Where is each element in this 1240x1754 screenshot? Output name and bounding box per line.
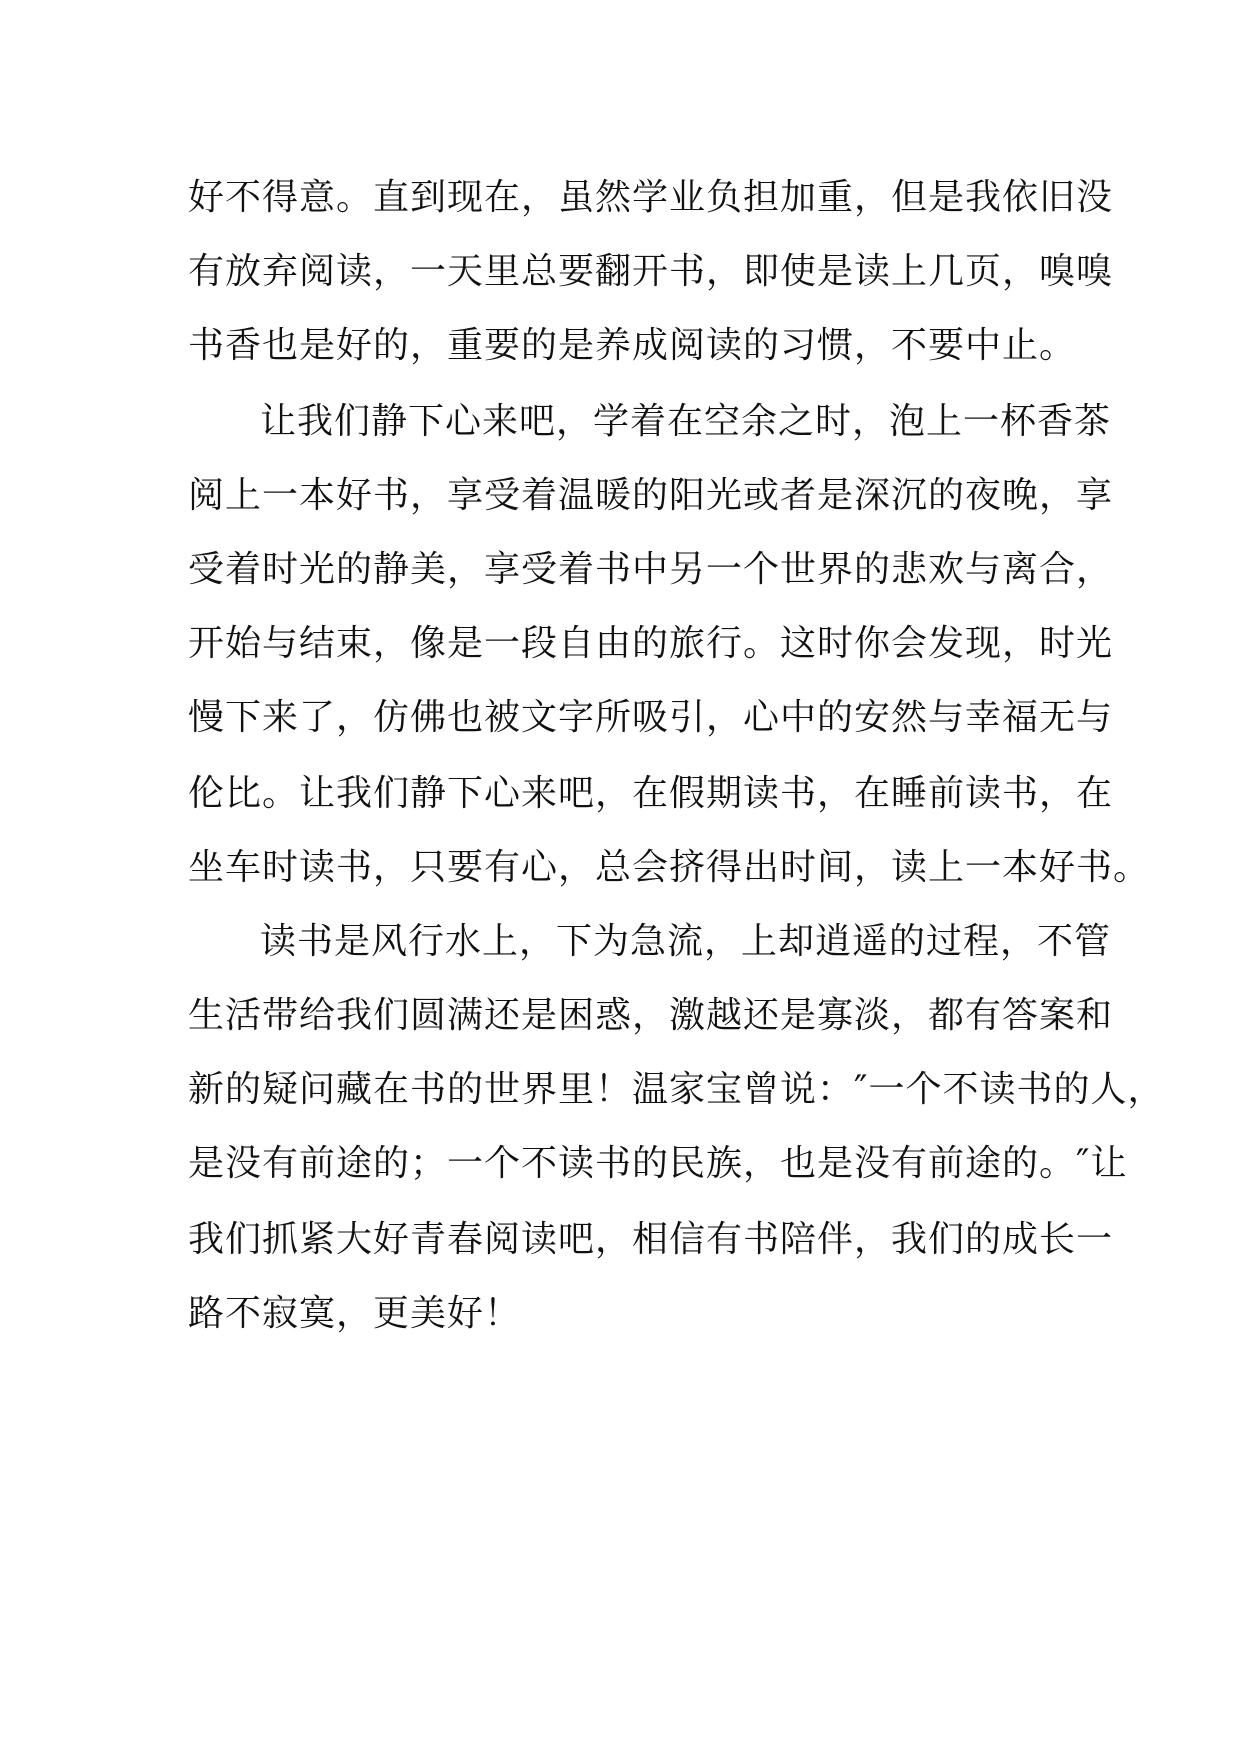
text-line-7: 开始与结束，像是一段自由的旅行。这时你会发现，时光 <box>188 623 1114 664</box>
text-line-8: 慢下来了，仿佛也被文字所吸引，心中的安然与幸福无与 <box>188 697 1114 738</box>
paragraph-start-line: 让我们静下心来吧，学着在空余之时，泡上一杯香茶 <box>260 401 1112 442</box>
text-line-15: 我们抓紧大好青春阅读吧，相信有书陪伴，我们的成长一 <box>188 1219 1114 1260</box>
text-line-13: 新的疑问藏在书的世界里！温家宝曾说：″一个不读书的人， <box>188 1069 1165 1110</box>
text-line-1: 好不得意。直到现在，虽然学业负担加重，但是我依旧没 <box>188 177 1114 218</box>
text-line-14: 是没有前途的；一个不读书的民族，也是没有前途的。″让 <box>188 1143 1128 1184</box>
text-line-10: 坐车时读书，只要有心，总会挤得出时间，读上一本好书。 <box>188 847 1151 888</box>
text-line-3: 书香也是好的，重要的是养成阅读的习惯，不要中止。 <box>188 325 1077 366</box>
text-line-9: 伦比。让我们静下心来吧，在假期读书，在睡前读书，在 <box>188 773 1114 814</box>
paragraph-start-line: 读书是风行水上，下为急流，上却逍遥的过程，不管 <box>260 921 1112 962</box>
text-line-6: 受着时光的静美，享受着书中另一个世界的悲欢与离合， <box>188 549 1114 590</box>
text-line-16: 路不寂寞，更美好！ <box>188 1293 522 1334</box>
text-line-2: 有放弃阅读，一天里总要翻开书，即使是读上几页，嗅嗅 <box>188 251 1114 292</box>
text-line-5: 阅上一本好书，享受着温暖的阳光或者是深沉的夜晚，享 <box>188 475 1114 516</box>
text-line-12: 生活带给我们圆满还是困惑，激越还是寡淡，都有答案和 <box>188 995 1114 1036</box>
